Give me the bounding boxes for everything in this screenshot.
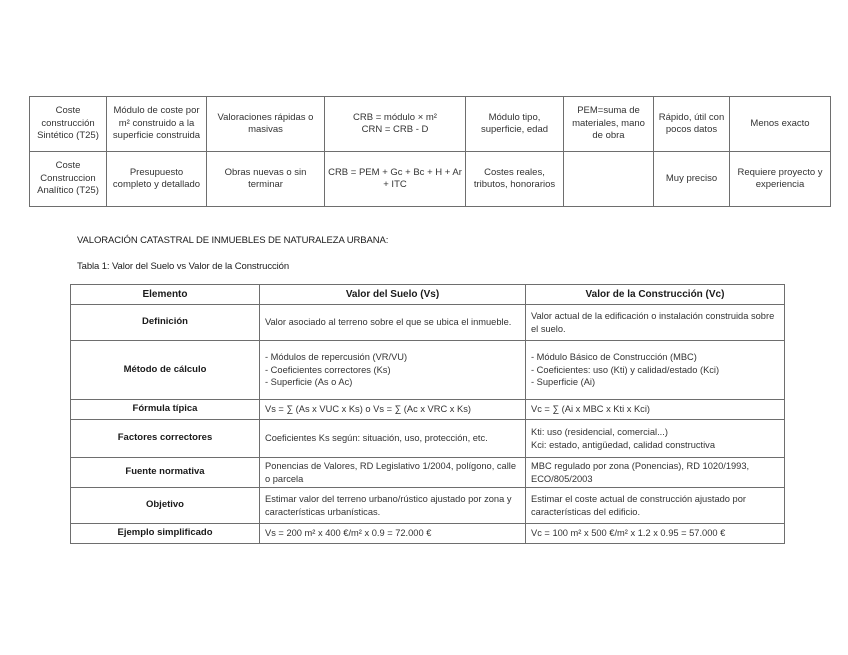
cell-line: Vc = ∑ (Ai x MBC x Kti x Kci): [531, 404, 650, 415]
table-row: [71, 341, 785, 400]
table-cell: [466, 97, 564, 152]
header-valor-suelo: Valor del Suelo (Vs): [260, 285, 526, 305]
table-cell: [30, 152, 107, 207]
table-cell: [107, 152, 207, 207]
cell-text: Módulo de coste por m² construido a la superficie construida: [112, 105, 201, 142]
cell-line: - Módulo Básico de Construcción (MBC): [531, 352, 697, 363]
cell-text: PEM=suma de materiales, mano de obra: [572, 105, 645, 142]
valor-suelo-cell: [260, 524, 526, 544]
cell-line: Estimar el coste actual de construcción ajustado por características del edificio.: [531, 494, 746, 517]
row-label: Definición: [71, 305, 260, 341]
table-row: [71, 458, 785, 488]
valor-construccion-cell: [526, 400, 785, 420]
row-label: Factores correctores: [71, 420, 260, 458]
table-row: [30, 152, 831, 207]
table-header-row: [71, 285, 785, 305]
cell-text: Presupuesto completo y detallado: [112, 166, 201, 190]
cell-line: - Coeficientes: uso (Kti) y calidad/estado (Kci): [531, 364, 720, 375]
valor-suelo-cell: [260, 305, 526, 341]
table-cell: [207, 97, 325, 152]
table-cell: [564, 97, 654, 152]
row-label: Objetivo: [71, 488, 260, 524]
valor-construccion-cell: [526, 420, 785, 458]
cell-line: MBC regulado por zona (Ponencias), RD 1020/1993, ECO/805/2003: [531, 461, 750, 484]
soil-vs-construction-table: [70, 284, 785, 544]
cell-text: Muy preciso: [665, 172, 718, 184]
header-valor-construccion: Valor de la Construcción (Vc): [526, 285, 785, 305]
table-row: [71, 400, 785, 420]
header-elemento: Elemento: [71, 285, 260, 305]
cell-line: Ponencias de Valores, RD Legislativo 1/2004, polígono, calle o parcela: [265, 461, 517, 484]
valor-construccion-cell: [526, 305, 785, 341]
cell-text: Valoraciones rápidas o masivas: [217, 111, 314, 135]
valor-construccion-cell: [526, 341, 785, 400]
table-cell: [207, 152, 325, 207]
table-caption: Tabla 1: Valor del Suelo vs Valor de la Construcción: [77, 261, 290, 272]
cell-line: Vs = ∑ (As x VUC x Ks) o Vs = ∑ (Ac x VRC x Ks): [265, 404, 471, 415]
valor-construccion-cell: [526, 488, 785, 524]
table-row: [71, 524, 785, 544]
table-cell: [325, 97, 466, 152]
table-cell: [564, 152, 654, 207]
table-row: [71, 420, 785, 458]
cell-text: Menos exacto: [750, 117, 810, 129]
cell-line: - Módulos de repercusión (VR/VU): [265, 352, 408, 363]
row-label: Fórmula típica: [71, 400, 260, 420]
cell-line: Valor actual de la edificación o instalación construida sobre el suelo.: [531, 311, 775, 334]
cell-text: Coste Construccion Analítico (T25): [37, 160, 99, 197]
row-label: Ejemplo simplificado: [71, 524, 260, 544]
cell-line: Kci: estado, antigüedad, calidad constructiva: [531, 439, 715, 450]
cell-text: CRB = módulo × m²: [353, 111, 437, 123]
cost-methods-table: [29, 96, 831, 207]
cell-text: Módulo tipo, superficie, edad: [480, 111, 549, 135]
table-cell: [325, 152, 466, 207]
cell-line: Coeficientes Ks según: situación, uso, protección, etc.: [265, 433, 488, 444]
table-cell: [466, 152, 564, 207]
section-title: VALORACIÓN CATASTRAL DE INMUEBLES DE NATURALEZA URBANA:: [77, 235, 389, 246]
cell-text: Coste construcción Sintético (T25): [37, 105, 99, 142]
cell-line: Valor asociado al terreno sobre el que se ubica el inmueble.: [265, 317, 512, 328]
valor-construccion-cell: [526, 458, 785, 488]
cell-line: Kti: uso (residencial, comercial...): [531, 427, 668, 437]
cell-text: CRB = PEM + Gc + Bc + H + Ar + ITC: [328, 166, 462, 190]
row-label: Método de cálculo: [71, 341, 260, 400]
cell-text: CRN = CRB - D: [361, 124, 429, 135]
valor-suelo-cell: [260, 488, 526, 524]
cell-line: Vc = 100 m² x 500 €/m² x 1.2 x 0.95 = 57.000 €: [531, 528, 726, 539]
cell-line: Estimar valor del terreno urbano/rústico ajustado por zona y características urbanísticas.: [265, 494, 512, 517]
row-label: Fuente normativa: [71, 458, 260, 488]
cell-line: Vs = 200 m² x 400 €/m² x 0.9 = 72.000 €: [265, 528, 432, 539]
table-cell: [654, 97, 730, 152]
table-cell: [654, 152, 730, 207]
cell-text: Requiere proyecto y experiencia: [737, 166, 823, 190]
table-row: [71, 488, 785, 524]
table-cell: [730, 97, 831, 152]
cell-line: - Superficie (Ai): [531, 377, 596, 388]
table-row: [71, 305, 785, 341]
table-cell: [107, 97, 207, 152]
table-row: [30, 97, 831, 152]
valor-construccion-cell: [526, 524, 785, 544]
cell-text: Rápido, útil con pocos datos: [658, 111, 725, 135]
valor-suelo-cell: [260, 400, 526, 420]
cell-text: Obras nuevas o sin terminar: [224, 166, 307, 190]
cell-line: - Superficie (As o Ac): [265, 377, 353, 388]
table-cell: [730, 152, 831, 207]
valor-suelo-cell: [260, 341, 526, 400]
valor-suelo-cell: [260, 420, 526, 458]
valor-suelo-cell: [260, 458, 526, 488]
table-cell: [30, 97, 107, 152]
cell-text: Costes reales, tributos, honorarios: [473, 166, 556, 190]
cell-line: - Coeficientes correctores (Ks): [265, 364, 391, 375]
